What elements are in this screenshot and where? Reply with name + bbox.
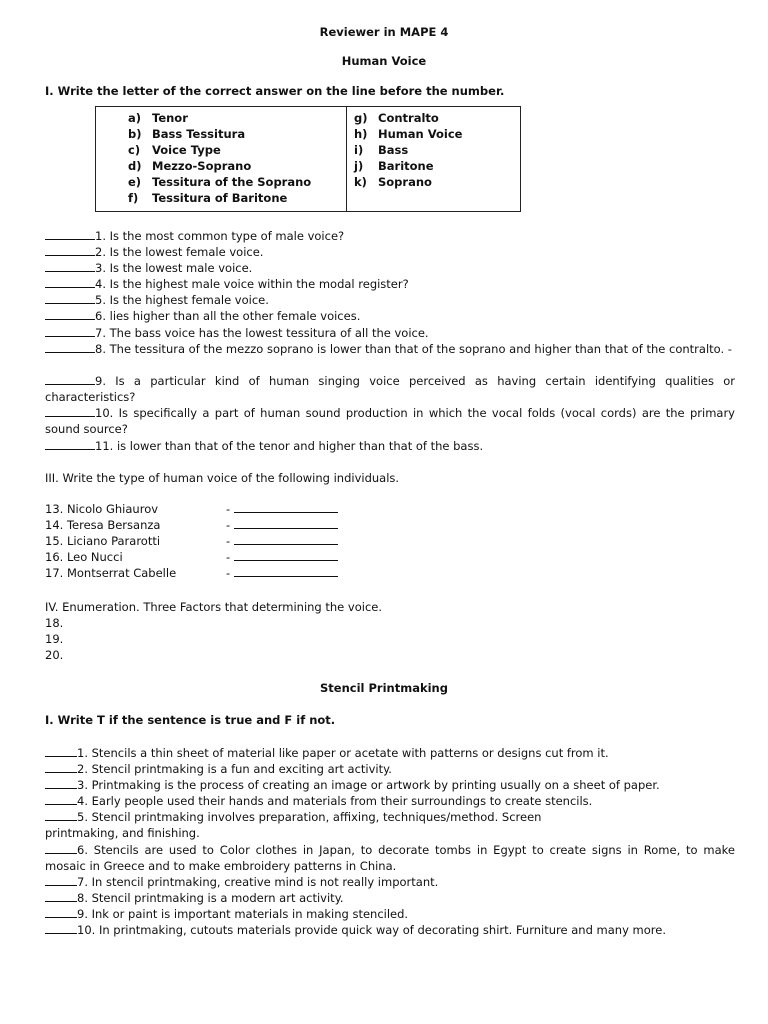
choice-h bbox=[354, 126, 462, 142]
answer-line bbox=[226, 534, 338, 548]
question-text: 2. Stencil printmaking is a fun and exciting art activity. bbox=[77, 762, 392, 776]
choice-text: Tessitura of the Soprano bbox=[152, 175, 312, 189]
choice-letter: b) bbox=[128, 127, 142, 141]
singer-name: 17. Montserrat Cabelle bbox=[45, 566, 177, 580]
choice-d bbox=[128, 158, 311, 174]
instruction-true-false: I. Write T if the sentence is true and F if not. bbox=[45, 713, 336, 727]
answer-key-box bbox=[95, 106, 521, 212]
singer-name: 13. Nicolo Ghiaurov bbox=[45, 502, 159, 516]
answer-blank[interactable] bbox=[45, 336, 95, 337]
choice-letter: c) bbox=[128, 143, 141, 157]
question-item bbox=[45, 373, 735, 405]
answer-blank[interactable] bbox=[45, 917, 77, 918]
answer-blank[interactable] bbox=[45, 820, 77, 821]
answer-line bbox=[226, 518, 338, 532]
section-heading-stencil: Stencil Printmaking bbox=[320, 681, 448, 695]
instruction-enumeration: IV. Enumeration. Three Factors that determining the voice. bbox=[45, 600, 383, 614]
question-item bbox=[45, 777, 735, 793]
question-item bbox=[45, 842, 735, 874]
question-item bbox=[45, 260, 735, 276]
question-text: 5. Stencil printmaking involves preparation, affixing, techniques/method. Screen printmaking, and finishing. bbox=[45, 810, 542, 840]
question-item bbox=[45, 438, 735, 454]
answer-blank[interactable] bbox=[45, 239, 95, 240]
dash-text: - bbox=[226, 566, 231, 580]
question-item bbox=[45, 276, 735, 292]
answer-blank[interactable] bbox=[234, 560, 338, 561]
question-text: 1. Stencils a thin sheet of material like paper or acetate with patterns or designs cut from it. bbox=[77, 746, 609, 760]
question-text: 10. In printmaking, cutouts materials provide quick way of decorating shirt. Furniture and many more. bbox=[77, 923, 666, 937]
answer-blank[interactable] bbox=[45, 853, 77, 854]
question-text: 1. Is the most common type of male voice? bbox=[95, 229, 345, 243]
question-item bbox=[45, 745, 735, 761]
choice-letter: g) bbox=[354, 111, 368, 125]
choice-f bbox=[128, 190, 311, 206]
dash-text: - bbox=[226, 502, 231, 516]
choice-letter: j) bbox=[354, 159, 364, 173]
page-title: Reviewer in MAPE 4 bbox=[319, 25, 449, 39]
singer-name: 14. Teresa Bersanza bbox=[45, 518, 161, 532]
question-item bbox=[45, 874, 735, 890]
choice-text: Contralto bbox=[378, 111, 439, 125]
question-text: 9. Is a particular kind of human singing voice perceived as having certain identifying qualities or characteristics? bbox=[45, 374, 735, 404]
choice-i bbox=[354, 142, 462, 158]
choice-text: Baritone bbox=[378, 159, 434, 173]
answer-blank[interactable] bbox=[45, 384, 95, 385]
answer-key-right-column bbox=[354, 110, 462, 190]
answer-blank[interactable] bbox=[45, 804, 77, 805]
choice-text: Tenor bbox=[152, 111, 188, 125]
singer-name: 16. Leo Nucci bbox=[45, 550, 123, 564]
choice-text: Human Voice bbox=[378, 127, 463, 141]
enumeration-number: 18. bbox=[45, 616, 64, 630]
instruction-voice-type: III. Write the type of human voice of the following individuals. bbox=[45, 471, 400, 485]
dash-text: - bbox=[226, 518, 231, 532]
answer-blank[interactable] bbox=[45, 901, 77, 902]
answer-blank[interactable] bbox=[45, 255, 95, 256]
choice-text: Soprano bbox=[378, 175, 432, 189]
choice-letter: a) bbox=[128, 111, 142, 125]
question-item bbox=[45, 292, 735, 308]
choice-text: Bass bbox=[378, 143, 409, 157]
question-item bbox=[45, 906, 735, 922]
choice-k bbox=[354, 174, 462, 190]
question-text: 7. The bass voice has the lowest tessitura of all the voice. bbox=[95, 326, 429, 340]
enumeration-number: 20. bbox=[45, 648, 64, 662]
question-item bbox=[45, 228, 735, 244]
choice-a bbox=[128, 110, 311, 126]
question-item bbox=[45, 325, 735, 341]
choice-letter: h) bbox=[354, 127, 368, 141]
question-item bbox=[45, 922, 735, 938]
choice-text: Bass Tessitura bbox=[152, 127, 246, 141]
question-text: 9. Ink or paint is important materials in making stenciled. bbox=[77, 907, 409, 921]
question-text: 2. Is the lowest female voice. bbox=[95, 245, 264, 259]
choice-c bbox=[128, 142, 311, 158]
answer-line bbox=[226, 550, 338, 564]
instruction-matching: I. Write the letter of the correct answer on the line before the number. bbox=[45, 84, 505, 98]
answer-blank[interactable] bbox=[45, 416, 95, 417]
enumeration-number: 19. bbox=[45, 632, 64, 646]
singer-name: 15. Liciano Pararotti bbox=[45, 534, 161, 548]
answer-blank[interactable] bbox=[45, 933, 77, 934]
answer-blank[interactable] bbox=[45, 885, 77, 886]
choice-letter: f) bbox=[128, 191, 139, 205]
section-heading-human-voice: Human Voice bbox=[341, 54, 427, 68]
question-item bbox=[45, 308, 735, 324]
question-item bbox=[45, 761, 735, 777]
question-text: 3. Is the lowest male voice. bbox=[95, 261, 253, 275]
question-text: 5. Is the highest female voice. bbox=[95, 293, 269, 307]
question-text: 6. lies higher than all the other female voices. bbox=[95, 309, 361, 323]
choice-letter: i) bbox=[354, 143, 364, 157]
question-text: 6. Stencils are used to Color clothes in Japan, to decorate tombs in Egypt to create signs in Rome, to make mosaic in Greece and to make embroidery patterns in China. bbox=[45, 843, 735, 873]
answer-blank[interactable] bbox=[45, 271, 95, 272]
question-text: 4. Is the highest male voice within the modal register? bbox=[95, 277, 409, 291]
answer-key-left-column bbox=[128, 110, 311, 206]
question-item bbox=[45, 890, 735, 906]
choice-text: Mezzo-Soprano bbox=[152, 159, 252, 173]
question-item bbox=[45, 341, 735, 357]
dash-text: - bbox=[226, 534, 231, 548]
choice-b bbox=[128, 126, 311, 142]
answer-blank[interactable] bbox=[45, 756, 77, 757]
question-text: 4. Early people used their hands and materials from their surroundings to create stencils. bbox=[77, 794, 593, 808]
choice-g bbox=[354, 110, 462, 126]
answer-blank[interactable] bbox=[45, 788, 77, 789]
question-text: 11. is lower than that of the tenor and higher than that of the bass. bbox=[95, 439, 484, 453]
choice-j bbox=[354, 158, 462, 174]
dash-text: - bbox=[226, 550, 231, 564]
choice-letter: e) bbox=[128, 175, 142, 189]
question-item bbox=[45, 793, 735, 809]
choice-text: Tessitura of Baritone bbox=[152, 191, 288, 205]
answer-blank[interactable] bbox=[45, 352, 95, 353]
answer-blank[interactable] bbox=[234, 512, 338, 513]
question-item bbox=[45, 244, 735, 260]
question-text: 7. In stencil printmaking, creative mind is not really important. bbox=[77, 875, 439, 889]
answer-line bbox=[226, 502, 338, 516]
answer-blank[interactable] bbox=[45, 287, 95, 288]
choice-letter: k) bbox=[354, 175, 367, 189]
question-text: 10. Is specifically a part of human sound production in which the vocal folds (vocal cords) are the primary sound source? bbox=[45, 406, 735, 436]
answer-line bbox=[226, 566, 338, 580]
choice-e bbox=[128, 174, 311, 190]
answer-blank[interactable] bbox=[234, 544, 338, 545]
question-text: 8. The tessitura of the mezzo soprano is lower than that of the soprano and higher than that of the contralto. - bbox=[95, 342, 732, 356]
answer-blank[interactable] bbox=[234, 576, 338, 577]
answer-blank[interactable] bbox=[45, 303, 95, 304]
question-text: 8. Stencil printmaking is a modern art activity. bbox=[77, 891, 344, 905]
answer-blank[interactable] bbox=[45, 772, 77, 773]
answer-blank[interactable] bbox=[234, 528, 338, 529]
choice-text: Voice Type bbox=[152, 143, 221, 157]
question-text: 3. Printmaking is the process of creating an image or artwork by printing usually on a sheet of paper. bbox=[77, 778, 660, 792]
question-item bbox=[45, 809, 605, 841]
answer-blank[interactable] bbox=[45, 449, 95, 450]
question-item bbox=[45, 405, 735, 437]
answer-key-divider bbox=[346, 107, 347, 211]
choice-letter: d) bbox=[128, 159, 142, 173]
answer-blank[interactable] bbox=[45, 319, 95, 320]
